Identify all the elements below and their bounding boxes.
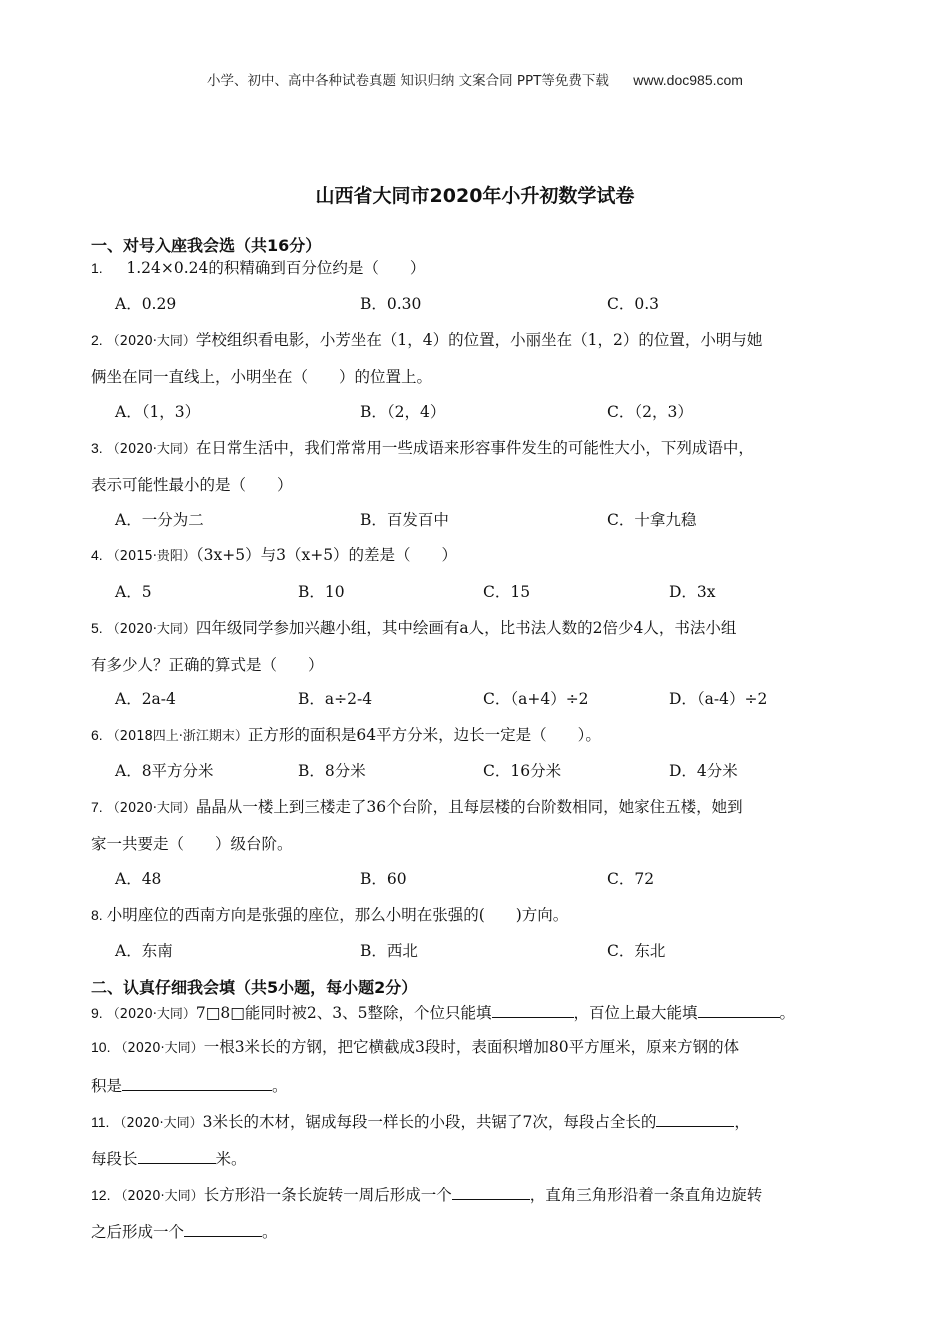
question-text: 米。 [215,1150,247,1168]
question-number: 9. [91,1005,103,1021]
answer-blank[interactable] [138,1147,216,1164]
header-text: 小学、初中、高中各种试卷真题 知识归纳 文案合同 PPT等免费下载 [207,73,609,89]
option-a: A．东南 [115,942,173,960]
question-10 [91,1037,739,1059]
question-text: 学校组织看电影，小芳坐在（1，4）的位置，小丽坐在（1，2）的位置，小明与她 [195,331,763,349]
question-2-line-2: 俩坐在同一直线上，小明坐在（ ）的位置上。 [91,368,433,386]
option-c: C．15 [483,583,531,601]
question-9 [91,1001,795,1025]
question-1 [91,258,425,278]
option-c: C．72 [607,870,655,888]
question-number: 10. [91,1039,111,1055]
option-a: A．48 [115,870,162,888]
question-2 [91,330,762,352]
question-source: （2020·大同） [106,801,196,816]
question-12-line-2 [91,1220,278,1242]
question-text: 之后形成一个 [91,1223,185,1241]
question-text: 1.24×0.24的积精确到百分位约是（ ） [106,259,426,277]
question-text: 。 [779,1004,796,1022]
option-c: C．0.3 [607,295,660,313]
question-source: （2020·大同） [106,442,196,457]
option-a: A．2a-4 [115,690,176,708]
option-b: B．a÷2-4 [298,690,373,708]
answer-blank[interactable] [452,1183,530,1200]
question-number: 8. [91,907,103,923]
question-3 [91,438,754,460]
question-4 [91,545,457,567]
option-b: B．8分米 [298,762,366,780]
question-8 [91,905,568,925]
option-b: B．（2，4） [360,403,446,421]
question-3-line-2: 表示可能性最小的是（ ） [91,476,293,494]
question-source: （2020·大同） [106,334,196,349]
option-c: C．（a+4）÷2 [483,690,589,708]
option-b: B．10 [298,583,345,601]
question-10-line-2 [91,1074,288,1096]
question-6 [91,725,601,747]
question-5 [91,618,736,640]
option-d: D．（a-4）÷2 [669,690,768,708]
answer-blank[interactable] [184,1220,262,1237]
option-d: D．4分米 [669,762,738,780]
question-source: （2020·大同） [114,1189,204,1204]
question-text: 7□8□能同时被2、3、5整除，个位只能填 [195,1004,492,1022]
question-number: 7. [91,799,103,815]
answer-blank[interactable] [122,1074,272,1091]
question-text: 小明座位的西南方向是张强的座位，那么小明在张强的( )方向。 [106,906,569,924]
question-number: 3. [91,440,103,456]
question-11 [91,1110,750,1134]
option-b: B．60 [360,870,407,888]
question-text: 积是 [91,1077,123,1095]
question-text: ，直角三角形沿着一条直角边旋转 [529,1186,763,1204]
section-heading-2: 二、认真仔细我会填（共5小题，每小题2分） [91,978,418,997]
question-text: ，百位上最大能填 [573,1004,698,1022]
answer-blank[interactable] [656,1110,734,1127]
question-number: 6. [91,727,103,743]
question-text: （3x+5）与3（x+5）的差是（ ） [195,546,458,564]
question-12 [91,1183,762,1207]
option-b: B．0.30 [360,295,422,313]
option-c: C．十拿九稳 [607,511,697,529]
question-source: （2015·贵阳） [106,549,196,564]
question-source: （2018四上·浙江期末） [106,729,248,744]
question-number: 5. [91,620,103,636]
option-a: A．0.29 [115,295,177,313]
question-source: （2020·大同） [113,1116,203,1131]
question-text: 3米长的木材，锯成每段一样长的小段，共锯了7次，每段占全长的 [202,1113,657,1131]
question-7-line-2: 家一共要走（ ）级台阶。 [91,835,293,853]
question-text: 正方形的面积是64平方分米，边长一定是（ ）。 [247,726,601,744]
question-source: （2020·大同） [114,1041,204,1056]
answer-blank[interactable] [698,1001,780,1018]
answer-blank[interactable] [492,1001,574,1018]
page-header [0,69,950,89]
option-c: C．16分米 [483,762,562,780]
option-b: B．西北 [360,942,418,960]
question-text: 一根3米长的方钢，把它横截成3段时，表面积增加80平方厘米，原来方钢的体 [203,1038,740,1056]
question-number: 11. [91,1114,110,1130]
section-heading-1: 一、对号入座我会选（共16分） [91,236,322,255]
option-c: C．（2，3） [607,403,693,421]
header-url[interactable]: www.doc985.com [633,72,743,88]
question-text: ， [734,1113,750,1131]
question-text: 在日常生活中，我们常常用一些成语来形容事件发生的可能性大小，下列成语中， [195,439,754,457]
option-a: A．（1，3） [115,403,201,421]
question-text: 。 [272,1077,288,1095]
question-text: 晶晶从一楼上到三楼走了36个台阶，且每层楼的台阶数相同，她家住五楼，她到 [195,798,743,816]
question-text: 每段长 [91,1150,138,1168]
option-b: B．百发百中 [360,511,449,529]
option-d: D．3x [669,583,716,601]
question-text: 。 [262,1223,278,1241]
question-text: 长方形沿一条长旋转一周后形成一个 [203,1186,452,1204]
option-a: A．一分为二 [115,511,204,529]
question-5-line-2: 有多少人？正确的算式是（ ） [91,656,324,674]
question-number: 12. [91,1187,111,1203]
page-title: 山西省大同市2020年小升初数学试卷 [315,185,635,207]
question-7 [91,797,743,819]
question-source: （2020·大同） [106,1007,196,1022]
option-c: C．东北 [607,942,666,960]
question-source: （2020·大同） [106,622,196,637]
question-number: 4. [91,547,103,563]
question-number: 1. [91,260,103,276]
option-a: A．5 [115,583,152,601]
question-number: 2. [91,332,103,348]
question-11-line-2 [91,1147,247,1169]
question-text: 四年级同学参加兴趣小组，其中绘画有a人，比书法人数的2倍少4人，书法小组 [195,619,737,637]
option-a: A．8平方分米 [115,762,214,780]
